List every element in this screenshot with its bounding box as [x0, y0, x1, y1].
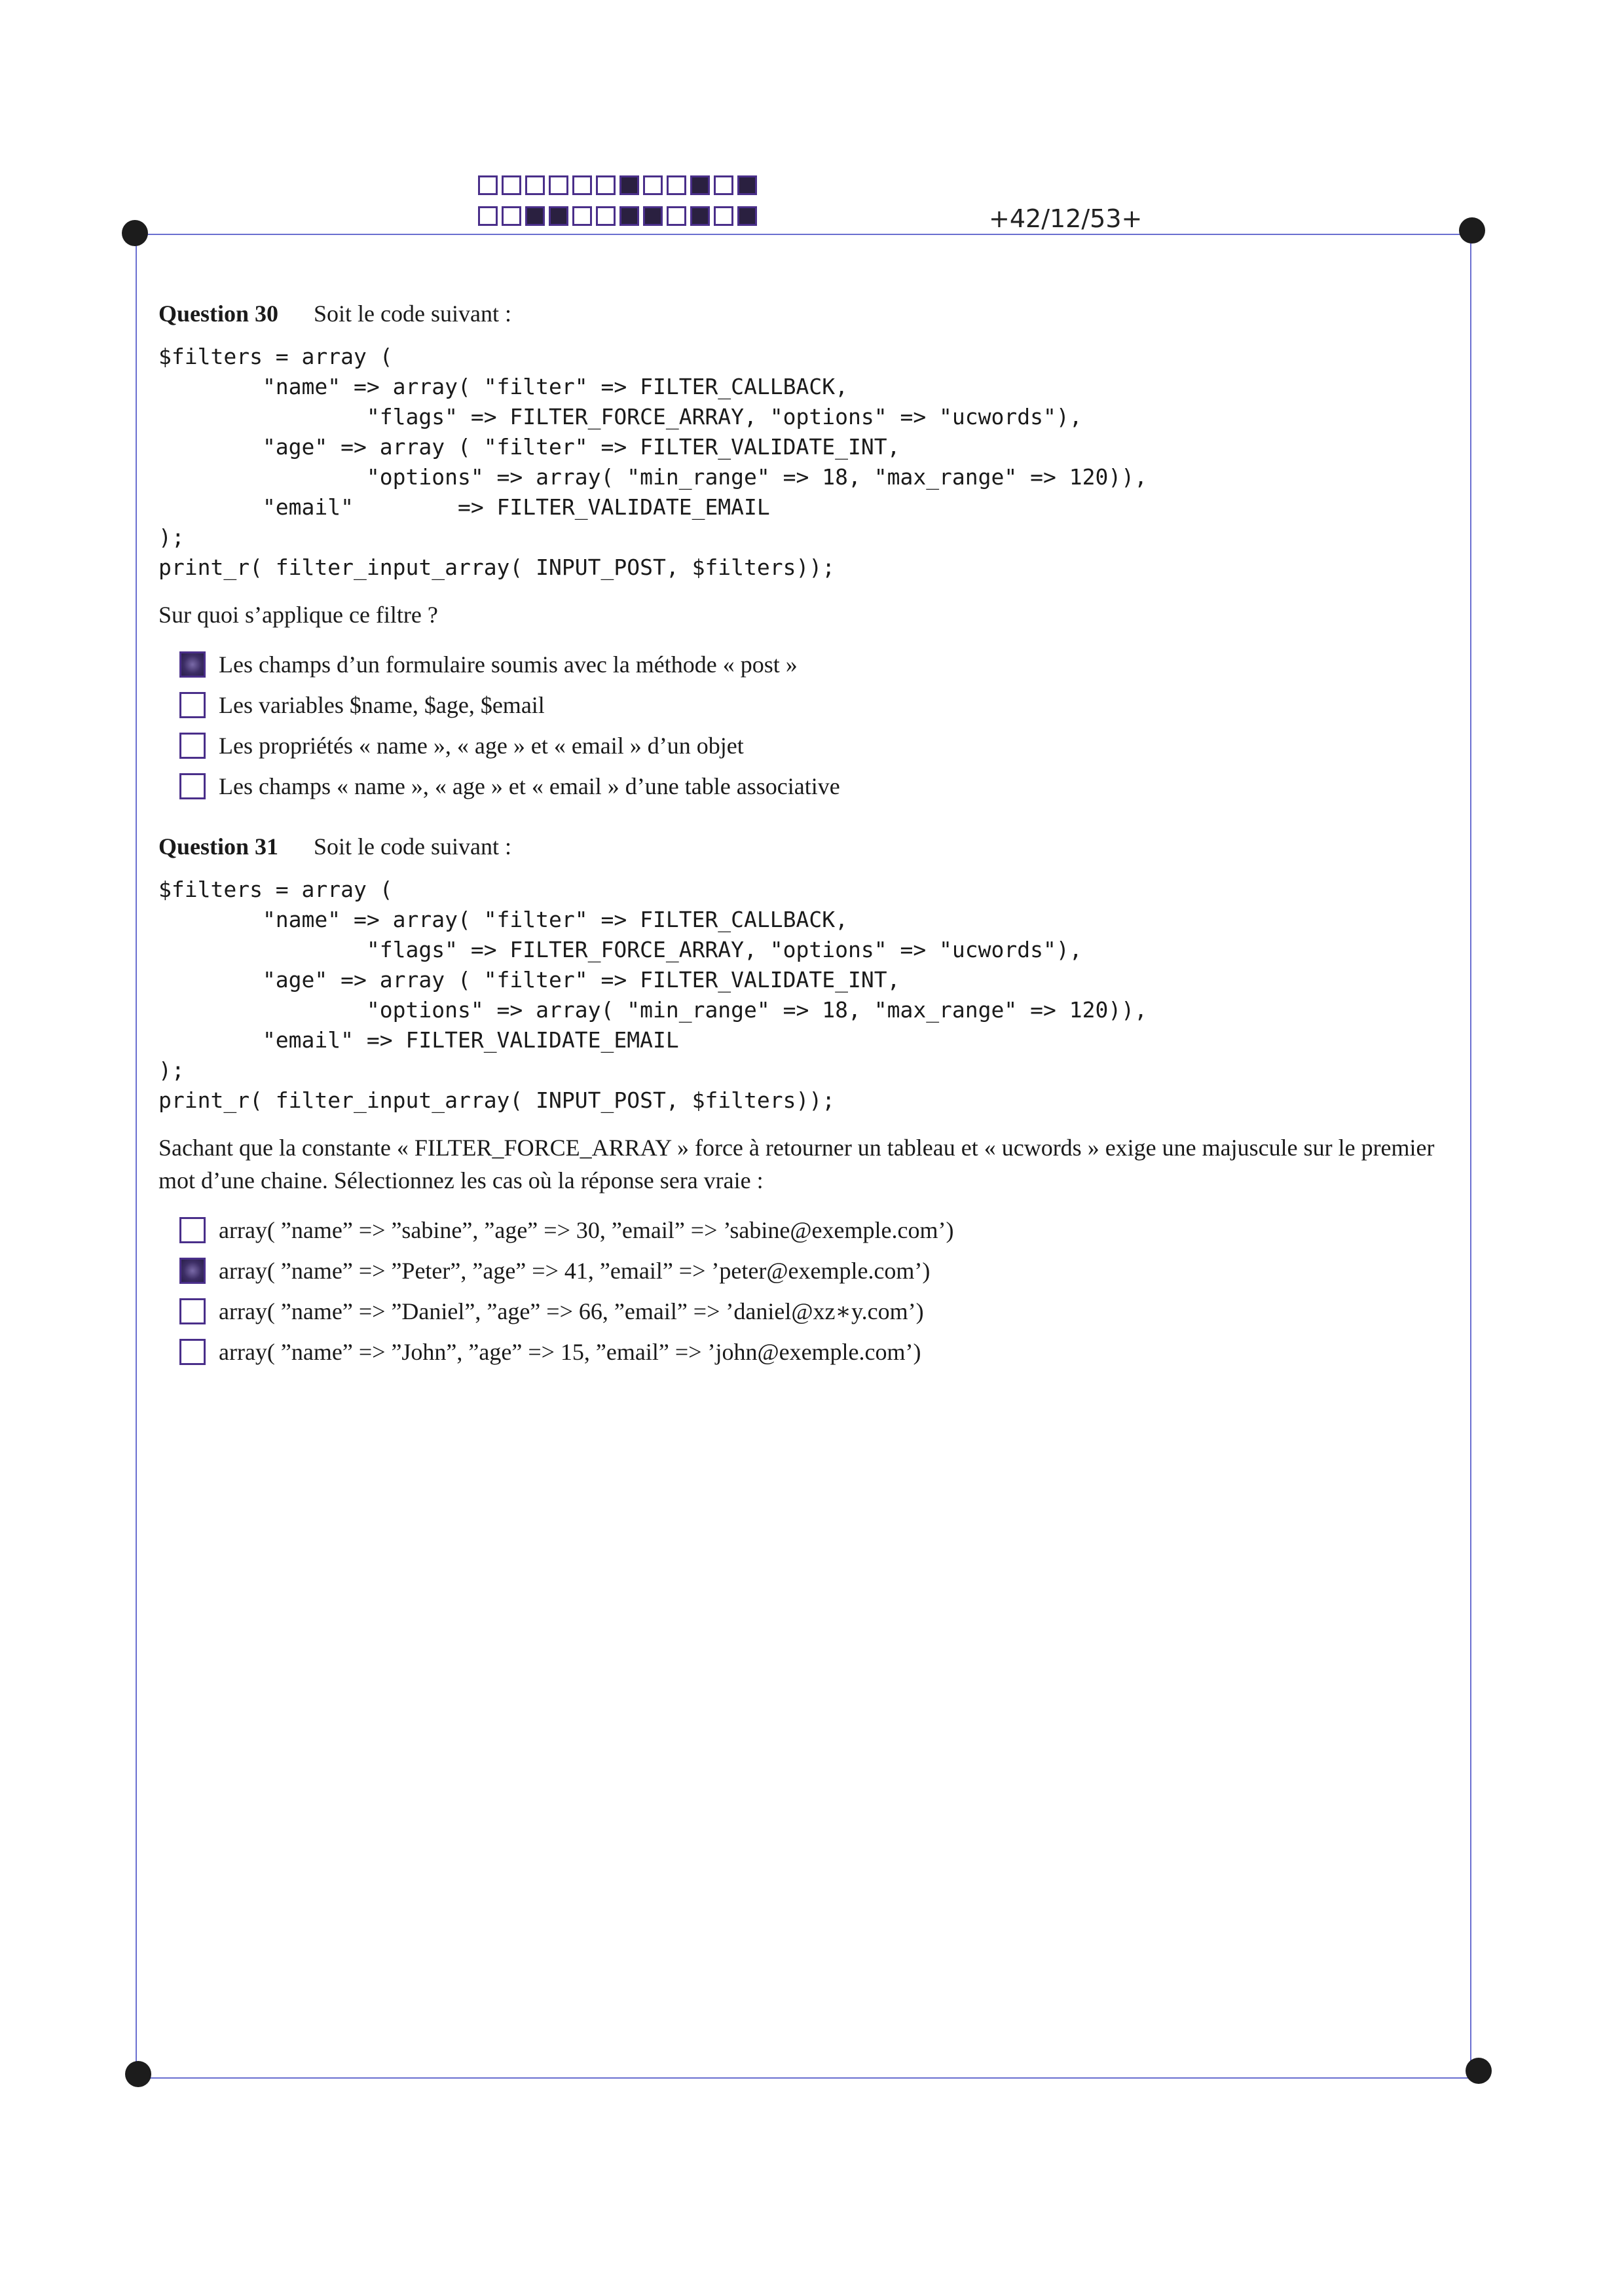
answer-label: array( ”name” => ”John”, ”age” => 15, ”email” => ’john@exemple.com’): [219, 1339, 921, 1365]
code-cell: [502, 175, 521, 195]
answer-label: array( ”name” => ”Daniel”, ”age” => 66, ”email” => ’daniel@xz∗y.com’): [219, 1298, 924, 1324]
answer-option[interactable]: [179, 644, 1455, 685]
code-cell: [690, 175, 710, 195]
code-cell: [643, 206, 663, 226]
code-cell: [643, 175, 663, 195]
answer-list: [179, 1210, 1455, 1372]
code-cell: [549, 206, 568, 226]
answer-option[interactable]: [179, 725, 1455, 766]
checkbox[interactable]: [179, 1298, 206, 1324]
checkbox[interactable]: [179, 651, 206, 678]
code-cell: [737, 206, 757, 226]
checkbox[interactable]: [179, 692, 206, 718]
code-cell: [619, 206, 639, 226]
answer-option[interactable]: [179, 766, 1455, 807]
corner-mark-bottom-right: [1466, 2058, 1492, 2084]
code-cell: [737, 175, 757, 195]
checkbox[interactable]: [179, 773, 206, 799]
code-cell: [714, 175, 733, 195]
checkbox[interactable]: [179, 1217, 206, 1243]
question-31: [158, 833, 1455, 1372]
question-intro: Soit le code suivant :: [314, 301, 511, 327]
code-cell: [596, 175, 616, 195]
code-cell: [478, 175, 498, 195]
code-cell: [478, 206, 498, 226]
page-id: +42/12/53+: [989, 204, 1143, 233]
answer-option[interactable]: [179, 1210, 1455, 1250]
question-prompt: Sachant que la constante « FILTER_FORCE_ARRAY » force à retourner un tableau et « ucwords » exige une majuscule sur le premier mot d’une chaine. Sélectionnez les cas où la réponse sera vraie :: [158, 1135, 1435, 1194]
corner-mark-bottom-left: [125, 2061, 151, 2087]
code-block: $filters = array ( "name" => array( "filter" => FILTER_CALLBACK, "flags" => FILTER_FORCE_ARRAY, "options" => "ucwords"), "age" => array ( "filter" => FILTER_VALIDATE_INT, "options" => array( "min_range" => 18, "max_range" => 120)), "email" => FILTER_VALIDATE_EMAIL ); print_r( filter_input_array( INPUT_POST, $filters));: [158, 344, 1147, 580]
code-cell: [502, 206, 521, 226]
question-list: [158, 300, 1455, 1398]
question-heading: [158, 300, 1455, 327]
answer-list: [179, 644, 1455, 807]
code-cell: [549, 175, 568, 195]
corner-mark-top-left: [122, 220, 148, 246]
question-intro: Soit le code suivant :: [314, 833, 511, 860]
question-30: [158, 300, 1455, 807]
answer-option[interactable]: [179, 1332, 1455, 1372]
code-cell: [619, 175, 639, 195]
code-cell: [572, 175, 592, 195]
code-cell: [690, 206, 710, 226]
answer-option[interactable]: [179, 685, 1455, 725]
answer-label: array( ”name” => ”Peter”, ”age” => 41, ”email” => ’peter@exemple.com’): [219, 1258, 931, 1284]
code-cell: [525, 206, 545, 226]
id-code-row-2: [478, 206, 761, 226]
question-heading: [158, 833, 1455, 860]
answer-label: array( ”name” => ”sabine”, ”age” => 30, ”email” => ’sabine@exemple.com’): [219, 1217, 954, 1243]
checkbox[interactable]: [179, 1339, 206, 1365]
answer-label: Les champs d’un formulaire soumis avec la méthode « post »: [219, 651, 798, 678]
corner-mark-top-right: [1459, 217, 1485, 244]
answer-label: Les champs « name », « age » et « email » d’une table associative: [219, 773, 840, 799]
question-number: Question 31: [158, 833, 279, 860]
id-code-row-1: [478, 175, 761, 195]
code-cell: [667, 206, 686, 226]
answer-label: Les variables $name, $age, $email: [219, 692, 545, 718]
checkbox[interactable]: [179, 1258, 206, 1284]
answer-option[interactable]: [179, 1291, 1455, 1332]
answer-label: Les propriétés « name », « age » et « email » d’un objet: [219, 733, 744, 759]
checkbox[interactable]: [179, 733, 206, 759]
code-cell: [596, 206, 616, 226]
code-block: $filters = array ( "name" => array( "filter" => FILTER_CALLBACK, "flags" => FILTER_FORCE_ARRAY, "options" => "ucwords"), "age" => array ( "filter" => FILTER_VALIDATE_INT, "options" => array( "min_range" => 18, "max_range" => 120)), "email" => FILTER_VALIDATE_EMAIL ); print_r( filter_input_array( INPUT_POST, $filters));: [158, 877, 1147, 1113]
code-cell: [572, 206, 592, 226]
answer-option[interactable]: [179, 1250, 1455, 1291]
code-cell: [525, 175, 545, 195]
question-prompt: Sur quoi s’applique ce filtre ?: [158, 602, 438, 628]
code-cell: [714, 206, 733, 226]
code-cell: [667, 175, 686, 195]
question-number: Question 30: [158, 301, 279, 327]
